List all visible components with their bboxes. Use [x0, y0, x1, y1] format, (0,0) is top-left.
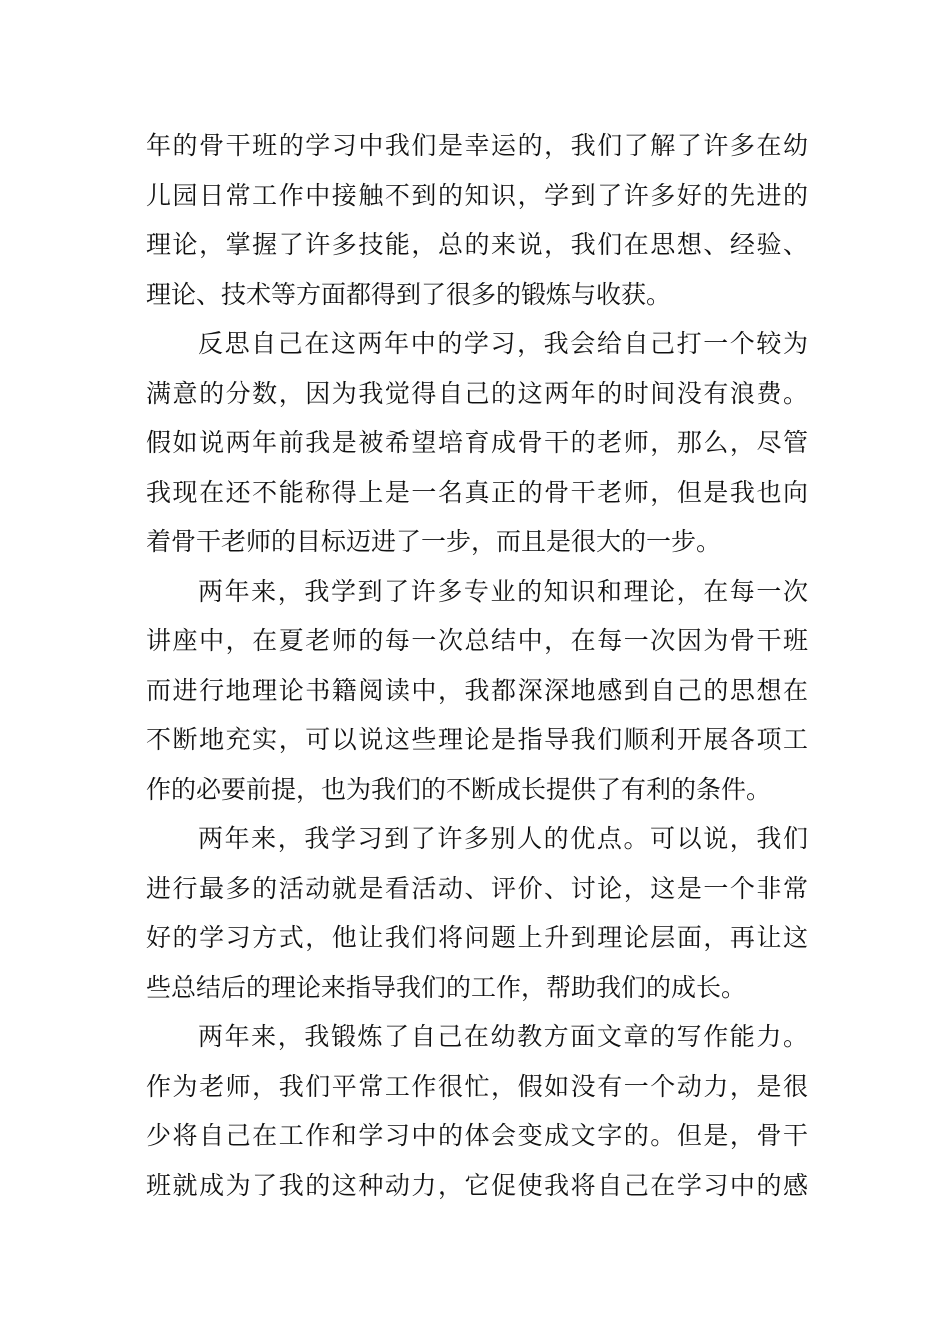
- text-line: 作为老师，我们平常工作很忙，假如没有一个动力，是很: [146, 1071, 808, 1101]
- text-line: 两年来，我学到了许多专业的知识和理论，在每一次: [198, 576, 808, 606]
- text-line: 而进行地理论书籍阅读中，我都深深地感到自己的思想在: [146, 675, 808, 705]
- text-line: 班就成为了我的这种动力，它促使我将自己在学习中的感: [146, 1170, 808, 1200]
- text-line: 儿园日常工作中接触不到的知识，学到了许多好的先进的: [146, 180, 808, 210]
- text-line: 假如说两年前我是被希望培育成骨干的老师，那么，尽管: [146, 428, 808, 457]
- text-line: 不断地充实，可以说这些理论是指导我们顺利开展各项工: [146, 725, 808, 754]
- text-line: 进行最多的活动就是看活动、评价、讨论，这是一个非常: [146, 873, 808, 903]
- paragraph: [146, 567, 808, 815]
- text-line: 少将自己在工作和学习中的体会变成文字的。但是，骨干: [146, 1121, 808, 1150]
- text-line: 年的骨干班的学习中我们是幸运的，我们了解了许多在幼: [146, 131, 808, 160]
- text-line: 好的学习方式，他让我们将问题上升到理论层面，再让这: [146, 923, 808, 952]
- text-line: 理论、技术等方面都得到了很多的锻炼与收获。: [146, 279, 672, 309]
- text-line: 我现在还不能称得上是一名真正的骨干老师，但是我也向: [146, 477, 808, 507]
- text-line: 反思自己在这两年中的学习，我会给自己打一个较为: [198, 329, 808, 358]
- text-line: 两年来，我学习到了许多别人的优点。可以说，我们: [198, 824, 808, 853]
- text-line: 讲座中，在夏老师的每一次总结中，在每一次因为骨干班: [146, 626, 808, 655]
- text-line: 作的必要前提，也为我们的不断成长提供了有利的条件。: [146, 774, 772, 804]
- paragraph: [146, 319, 808, 567]
- paragraph: [146, 121, 808, 319]
- text-line: 理论，掌握了许多技能，总的来说，我们在思想、经验、: [146, 230, 808, 259]
- text-line: 两年来，我锻炼了自己在幼教方面文章的写作能力。: [198, 1022, 808, 1051]
- text-line: 着骨干老师的目标迈进了一步，而且是很大的一步。: [146, 527, 722, 556]
- text-line: 些总结后的理论来指导我们的工作，帮助我们的成长。: [146, 972, 747, 1002]
- paragraph: [146, 814, 808, 1012]
- paragraph: [146, 1012, 808, 1210]
- text-line: 满意的分数，因为我觉得自己的这两年的时间没有浪费。: [146, 378, 808, 408]
- document-body: [146, 121, 808, 1210]
